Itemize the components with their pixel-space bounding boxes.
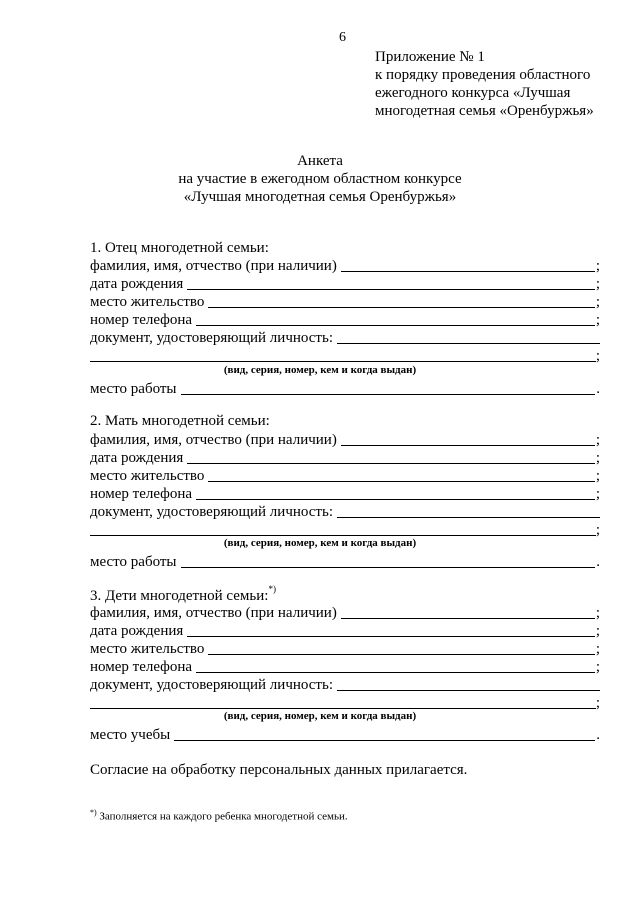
field-label: место жительство bbox=[90, 641, 205, 657]
input-line[interactable] bbox=[208, 468, 594, 482]
input-line[interactable] bbox=[337, 677, 600, 691]
input-line[interactable] bbox=[187, 450, 595, 464]
child-document-field[interactable] bbox=[90, 676, 600, 694]
input-line[interactable] bbox=[181, 554, 596, 568]
appendix-line: Приложение № 1 bbox=[375, 49, 485, 65]
field-label: дата рождения bbox=[90, 450, 184, 466]
input-line[interactable] bbox=[208, 641, 594, 655]
child-study-field[interactable]: место учебы . bbox=[90, 727, 600, 743]
document-hint: (вид, серия, номер, кем и когда выдан) bbox=[223, 710, 417, 722]
title-line: на участие в ежегодном областном конкурсе bbox=[178, 171, 462, 187]
section-heading-children: 3. Дети многодетной семьи:*) bbox=[90, 584, 276, 604]
field-label: номер телефона bbox=[90, 312, 193, 328]
input-line[interactable] bbox=[196, 659, 595, 673]
input-line[interactable] bbox=[196, 486, 595, 500]
input-line[interactable] bbox=[208, 294, 594, 308]
footnote-mark: *) bbox=[90, 808, 97, 817]
field-label: документ, удостоверяющий личность: bbox=[90, 504, 333, 520]
footnote bbox=[90, 808, 348, 823]
field-label: документ, удостоверяющий личность: bbox=[90, 677, 333, 693]
input-line[interactable] bbox=[90, 522, 596, 536]
field-label: место учебы bbox=[90, 727, 171, 743]
child-birth-field[interactable]: дата рождения ; bbox=[90, 623, 600, 639]
father-fio-field[interactable]: фамилия, имя, отчество (при наличии) ; bbox=[90, 258, 600, 274]
mother-residence-field[interactable]: место жительство ; bbox=[90, 468, 600, 484]
appendix-line: многодетная семья «Оренбуржья» bbox=[375, 103, 594, 119]
mother-document-field[interactable] bbox=[90, 503, 600, 521]
father-phone-field[interactable]: номер телефона ; bbox=[90, 312, 600, 328]
document-hint: (вид, серия, номер, кем и когда выдан) bbox=[223, 537, 417, 549]
mother-phone-field[interactable]: номер телефона ; bbox=[90, 486, 600, 502]
field-label: фамилия, имя, отчество (при наличии) bbox=[90, 605, 337, 621]
field-label: место работы bbox=[90, 381, 177, 397]
child-residence-field[interactable]: место жительство ; bbox=[90, 641, 600, 657]
field-label: дата рождения bbox=[90, 276, 184, 292]
field-label: фамилия, имя, отчество (при наличии) bbox=[90, 258, 337, 274]
input-line[interactable] bbox=[341, 605, 595, 619]
father-birth-field[interactable]: дата рождения ; bbox=[90, 276, 600, 292]
mother-work-field[interactable]: место работы . bbox=[90, 554, 600, 570]
father-work-field[interactable]: место работы . bbox=[90, 381, 600, 397]
input-line[interactable] bbox=[181, 381, 596, 395]
input-line[interactable] bbox=[341, 432, 595, 446]
section-heading-mother: 2. Мать многодетной семьи: bbox=[90, 413, 270, 429]
footnote-mark: *) bbox=[268, 584, 276, 594]
input-line[interactable] bbox=[337, 504, 600, 518]
field-label: место работы bbox=[90, 554, 177, 570]
page-number: 6 bbox=[339, 30, 346, 45]
input-line[interactable] bbox=[187, 276, 595, 290]
mother-fio-field[interactable]: фамилия, имя, отчество (при наличии) ; bbox=[90, 432, 600, 448]
mother-document-line-2[interactable]: ; bbox=[90, 521, 600, 539]
footnote-text: Заполняется на каждого ребенка многодетной семьи. bbox=[99, 810, 348, 823]
father-document-line-2[interactable]: ; bbox=[90, 347, 600, 365]
title-line: Анкета bbox=[297, 153, 343, 169]
field-label: место жительство bbox=[90, 468, 205, 484]
title-line: «Лучшая многодетная семья Оренбуржья» bbox=[183, 189, 457, 205]
father-document-field[interactable] bbox=[90, 329, 600, 347]
field-label: фамилия, имя, отчество (при наличии) bbox=[90, 432, 337, 448]
mother-birth-field[interactable]: дата рождения ; bbox=[90, 450, 600, 466]
field-label: документ, удостоверяющий личность: bbox=[90, 330, 333, 346]
section-heading-father: 1. Отец многодетной семьи: bbox=[90, 240, 269, 256]
input-line[interactable] bbox=[187, 623, 595, 637]
father-residence-field[interactable]: место жительство ; bbox=[90, 294, 600, 310]
input-line[interactable] bbox=[196, 312, 595, 326]
input-line[interactable] bbox=[90, 348, 596, 362]
input-line[interactable] bbox=[90, 695, 596, 709]
input-line[interactable] bbox=[337, 330, 600, 344]
document-hint: (вид, серия, номер, кем и когда выдан) bbox=[223, 364, 417, 376]
child-phone-field[interactable]: номер телефона ; bbox=[90, 659, 600, 675]
appendix-header bbox=[375, 48, 594, 120]
appendix-line: ежегодного конкурса «Лучшая bbox=[375, 85, 571, 101]
consent-note: Согласие на обработку персональных данных прилагается. bbox=[90, 762, 468, 778]
child-document-line-2[interactable]: ; bbox=[90, 694, 600, 712]
field-label: номер телефона bbox=[90, 659, 193, 675]
input-line[interactable] bbox=[174, 727, 595, 741]
field-label: место жительство bbox=[90, 294, 205, 310]
appendix-line: к порядку проведения областного bbox=[375, 67, 591, 83]
field-label: номер телефона bbox=[90, 486, 193, 502]
form-title bbox=[0, 152, 640, 206]
input-line[interactable] bbox=[341, 258, 595, 272]
field-label: дата рождения bbox=[90, 623, 184, 639]
child-fio-field[interactable]: фамилия, имя, отчество (при наличии) ; bbox=[90, 605, 600, 621]
